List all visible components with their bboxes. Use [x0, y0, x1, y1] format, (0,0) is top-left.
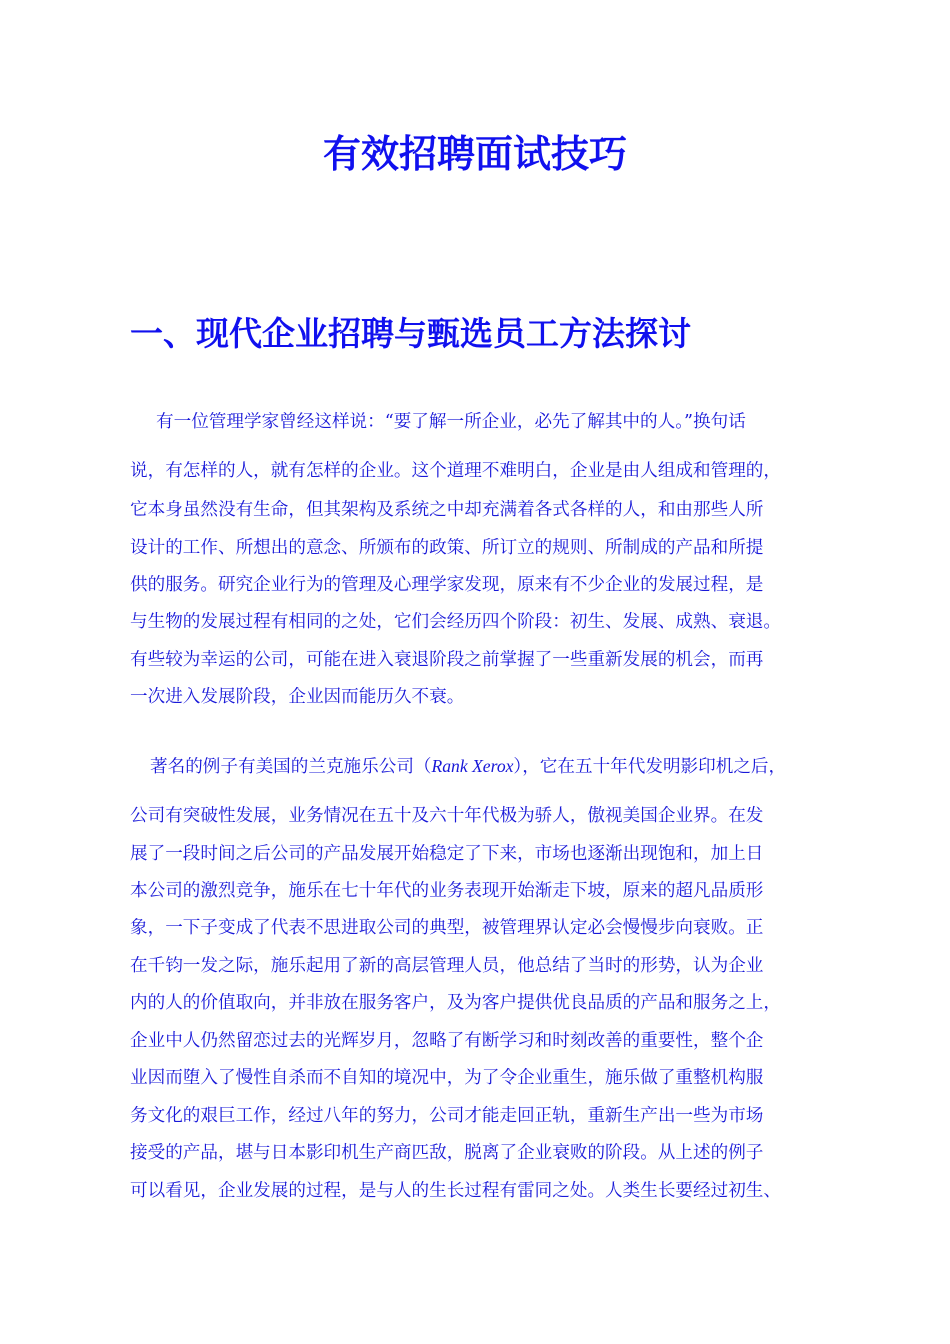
paragraph-line: 业因而堕入了慢性自杀而不自知的境况中，为了令企业重生，施乐做了重整机构服 [130, 1068, 764, 1088]
paragraph-line [150, 748, 850, 785]
paragraph-line: 内的人的价值取向，并非放在服务客户，及为客户提供优良品质的产品和服务之上， [130, 993, 781, 1013]
paragraph-line: 设计的工作、所想出的意念、所颁布的政策、所订立的规则、所制成的产品和所提 [130, 538, 764, 558]
text-run: 著名的例子有美国的兰克施乐公司（ [150, 757, 432, 777]
section-heading: 一、现代企业招聘与甄选员工方法探讨 [130, 314, 691, 353]
paragraph-line: 本公司的激烈竞争，施乐在七十年代的业务表现开始渐走下坡，原来的超凡品质形 [130, 881, 764, 901]
paragraph-line: 与生物的发展过程有相同的之处，它们会经历四个阶段：初生、发展、成熟、衰退。 [130, 612, 781, 632]
paragraph-line: 在千钧一发之际，施乐起用了新的高层管理人员，他总结了当时的形势，认为企业 [130, 956, 764, 976]
paragraph-line: 展了一段时间之后公司的产品发展开始稳定了下来，市场也逐渐出现饱和，加上日 [130, 844, 764, 864]
paragraph-line: 接受的产品，堪与日本影印机生产商匹敌，脱离了企业衰败的阶段。从上述的例子 [130, 1143, 764, 1163]
paragraph-line: 说，有怎样的人，就有怎样的企业。这个道理不难明白，企业是由人组成和管理的， [130, 461, 781, 481]
paragraph-line: 可以看见，企业发展的过程，是与人的生长过程有雷同之处。人类生长要经过初生、 [130, 1181, 781, 1201]
paragraph-line: 供的服务。研究企业行为的管理及心理学家发现，原来有不少企业的发展过程，是 [130, 575, 764, 595]
paragraph-line: 公司有突破性发展，业务情况在五十及六十年代极为骄人，傲视美国企业界。在发 [130, 806, 764, 826]
paragraph-line: 它本身虽然没有生命，但其架构及系统之中却充满着各式各样的人，和由那些人所 [130, 500, 764, 520]
paragraph-line: 有一位管理学家曾经这样说：“要了解一所企业，必先了解其中的人。”换句话 [156, 412, 746, 432]
paragraph-line: 企业中人仍然留恋过去的光辉岁月，忽略了有断学习和时刻改善的重要性，整个企 [130, 1031, 764, 1051]
company-name: Rank Xerox [431, 756, 514, 776]
paragraph-line: 有些较为幸运的公司，可能在进入衰退阶段之前掌握了一些重新发展的机会，而再 [130, 650, 764, 670]
paragraph-line: 一次进入发展阶段，企业因而能历久不衰。 [130, 687, 465, 707]
document-title: 有效招聘面试技巧 [322, 131, 627, 176]
paragraph-line: 务文化的艰巨工作，经过八年的努力，公司才能走回正轨，重新生产出一些为市场 [130, 1106, 764, 1126]
paragraph-line: 象，一下子变成了代表不思进取公司的典型，被管理界认定必会慢慢步向衰败。正 [130, 918, 764, 938]
text-run: ），它在五十年代发明影印机之后， [513, 757, 787, 777]
